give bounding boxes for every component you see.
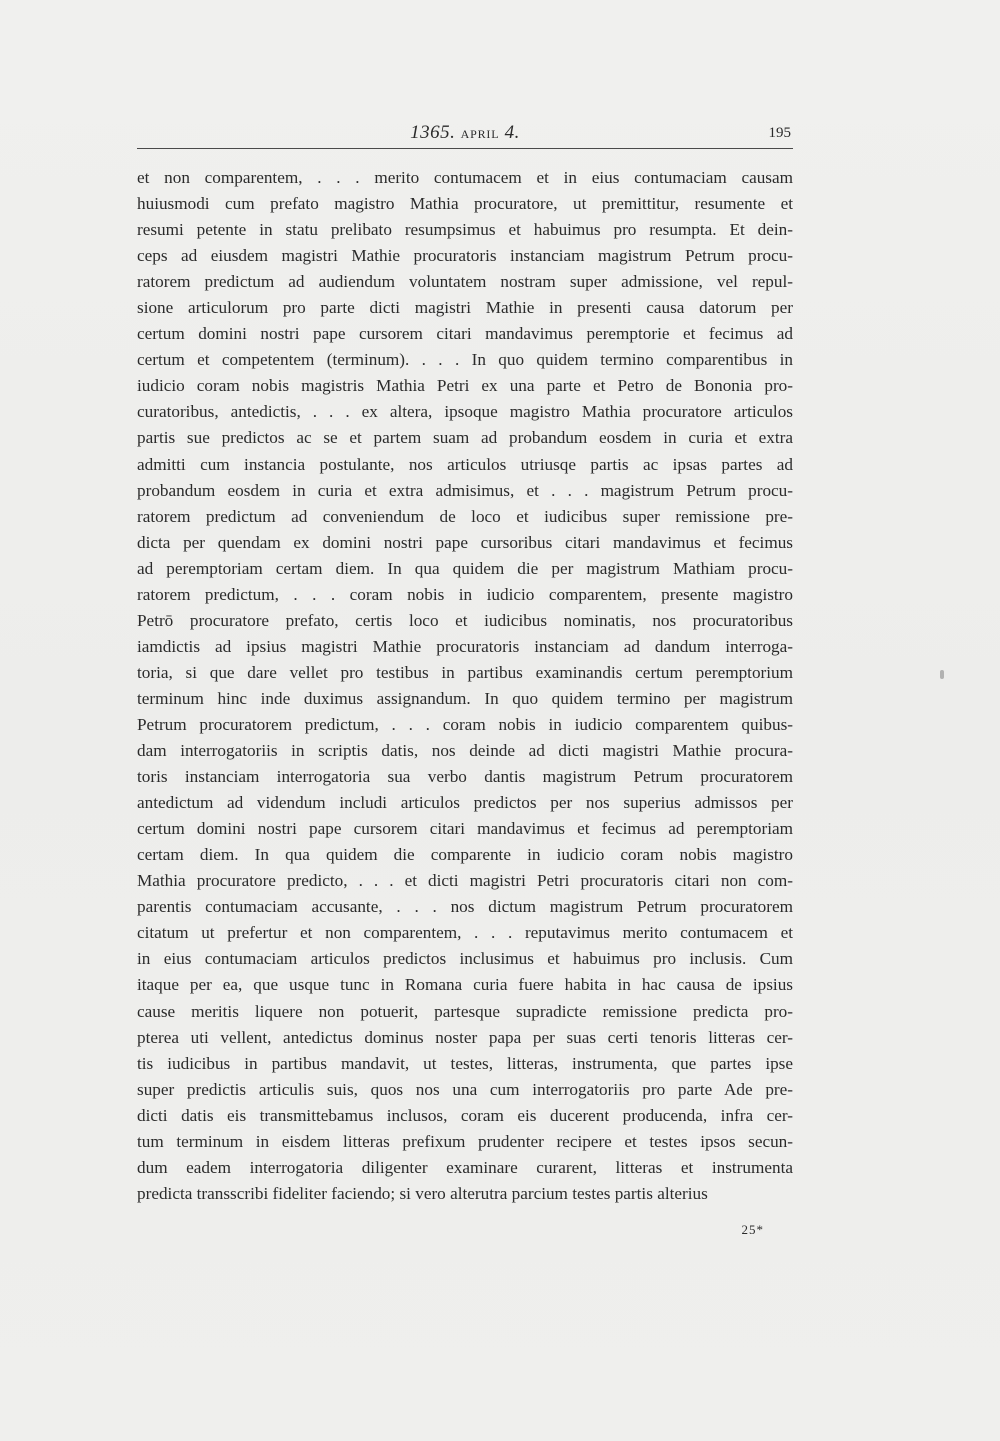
text-line: toris instanciam interrogatoria sua verbo dantis magistrum Petrum procuratorem [137, 767, 793, 787]
header-rule [137, 148, 793, 149]
text-line: iudicio coram nobis magistris Mathia Petri ex una parte et Petro de Bononia pro- [137, 376, 793, 396]
text-line: ceps ad eiusdem magistri Mathie procuratoris instanciam magistrum Petrum procu- [137, 246, 793, 266]
body-text [137, 165, 793, 1207]
text-line: tum terminum in eisdem litteras prefixum prudenter recipere et testes ipsos secun- [137, 1131, 793, 1151]
text-line: antedictum ad videndum includi articulos predictos per nos superius admissos per [137, 793, 793, 813]
text-line: dicti datis eis transmittebamus inclusos, coram eis ducerent producenda, infra cer- [137, 1105, 793, 1125]
text-line: cause meritis liquere non potuerit, partesque supradicte remissione predicta pro- [137, 1001, 793, 1021]
text-line: terminum hinc inde duximus assignandum. In quo quidem termino per magistrum [137, 688, 793, 708]
text-line: ratorem predictum, . . . coram nobis in iudicio comparentem, presente magistro [137, 584, 793, 604]
text-line: dum eadem interrogatoria diligenter examinare curarent, litteras et instrumenta [137, 1157, 793, 1177]
text-line: resumi petente in statu prelibato resumpsimus et habuimus pro resumpta. Et dein- [137, 220, 793, 240]
text-line: Mathia procuratore predicto, . . . et dicti magistri Petri procuratoris citari non com- [137, 871, 793, 891]
text-line: super predictis articulis suis, quos nos una cum interrogatoriis pro parte Ade pre- [137, 1079, 793, 1099]
text-line: et non comparentem, . . . merito contumacem et in eius contumaciam causam [137, 168, 793, 187]
text-line: probandum eosdem in curia et extra admisimus, et . . . magistrum Petrum procu- [137, 480, 793, 500]
text-line: curatoribus, antedictis, . . . ex altera, ipsoque magistro Mathia procuratore articulos [137, 402, 793, 422]
margin-speck [940, 670, 944, 679]
text-line: partis sue predictos ac se et partem suam ad probandum eosdem in curia et extra [137, 428, 793, 448]
text-line: ratorem predictum ad conveniendum de loco et iudicibus super remissione pre- [137, 506, 793, 526]
text-line: citatum ut prefertur et non comparentem, . . . reputavimus merito contumacem et [137, 923, 793, 943]
text-line: certum domini nostri pape cursorem citari mandavimus peremptorie et fecimus ad [137, 324, 793, 344]
text-line: ad peremptoriam certam diem. In qua quidem die per magistrum Mathiam procu- [137, 558, 793, 578]
text-line: parentis contumaciam accusante, . . . nos dictum magistrum Petrum procuratorem [137, 897, 793, 917]
text-line: certum et competentem (terminum). . . . In quo quidem termino comparentibus in [137, 350, 793, 370]
text-line: ratorem predictum ad audiendum voluntatem nostram super admissione, vel repul- [137, 272, 793, 292]
text-line: certam diem. In qua quidem die comparente in iudicio coram nobis magistro [137, 845, 793, 865]
text-line: certum domini nostri pape cursorem citari mandavimus et fecimus ad peremptoriam [137, 819, 793, 839]
text-line: dam interrogatoriis in scriptis datis, nos deinde ad dicti magistri Mathie procura- [137, 741, 793, 761]
running-head-date [137, 122, 793, 144]
page-header [137, 122, 793, 150]
text-line: iamdictis ad ipsius magistri Mathie procuratoris instanciam ad dandum interroga- [137, 636, 793, 656]
text-line: sione articulorum pro parte dicti magistri Mathie in presenti causa datorum per [137, 298, 793, 318]
signature-mark: 25* [741, 1222, 764, 1237]
text-line: admitti cum instancia postulante, nos articulos utriusqe partis ac ipsas partes ad [137, 454, 793, 474]
text-line: dicta per quendam ex domini nostri pape cursoribus citari mandavimus et fecimus [137, 532, 793, 552]
text-line: Petrō procuratore prefato, certis loco et iudicibus nominatis, nos procuratoribus [137, 610, 793, 630]
text-line: huiusmodi cum prefato magistro Mathia procuratore, ut premittitur, resumente et [137, 194, 793, 214]
text-line: pterea uti vellent, antedictus dominus noster papa per suas certi tenoris litteras cer- [137, 1027, 793, 1047]
text-line: in eius contumaciam articulos predictos inclusimus et habuimus pro inclusis. Cum [137, 949, 793, 969]
page-number: 195 [768, 125, 791, 141]
text-line: itaque per ea, que usque tunc in Romana curia fuere habita in hac causa de ipsius [137, 975, 793, 995]
text-line: predicta transscribi fideliter faciendo; si vero alterutra parcium testes partis alterius [137, 1183, 708, 1203]
header-year: 1365. [410, 122, 456, 143]
text-line: Petrum procuratorem predictum, . . . coram nobis in iudicio comparentem quibus- [137, 714, 793, 734]
header-day: 4. [504, 122, 520, 143]
text-line: toria, si que dare vellet pro testibus in partibus examinandis certum peremptorium [137, 662, 793, 682]
text-line: tis iudicibus in partibus mandavit, ut testes, litteras, instrumenta, que partes ipse [137, 1053, 793, 1073]
header-month: APRIL [460, 127, 500, 141]
